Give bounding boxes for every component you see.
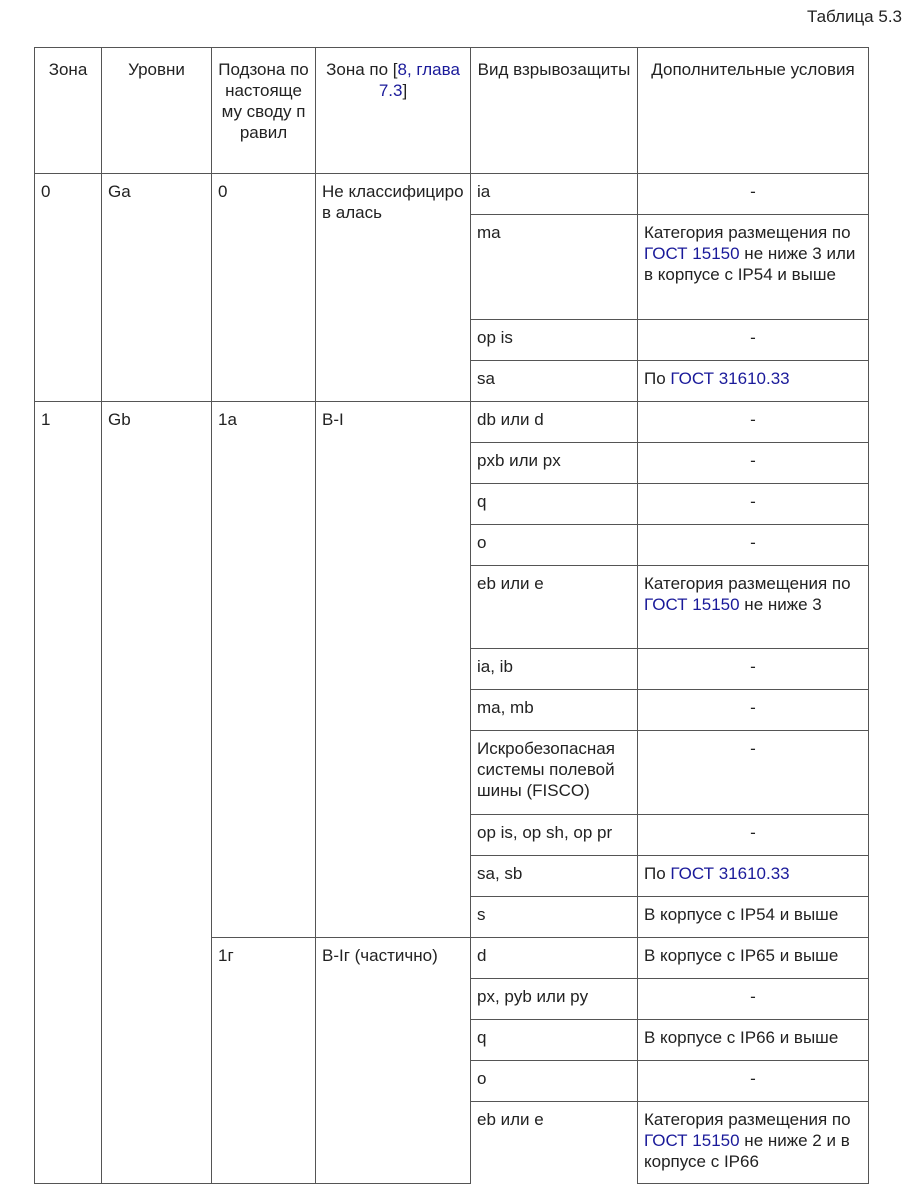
cell-condition: В корпусе с IP54 и выше bbox=[638, 897, 869, 938]
condition-text: не ниже 3 или в корпусе с IP54 и выше bbox=[644, 244, 856, 284]
gost-link[interactable]: ГОСТ 31610.33 bbox=[670, 369, 790, 388]
cell-protection-type: op is bbox=[471, 320, 638, 361]
reference-link[interactable]: 8, глава 7.3 bbox=[378, 60, 460, 100]
header-levels: Уровни bbox=[102, 48, 212, 174]
cell-protection-type: eb или e bbox=[471, 1102, 638, 1184]
condition-text: не ниже 2 и в корпусе с IP66 bbox=[644, 1131, 850, 1171]
cell-condition bbox=[638, 856, 869, 897]
cell-condition bbox=[638, 361, 869, 402]
cell-protection-type: px, pyb или py bbox=[471, 979, 638, 1020]
cell-protection-type: sa, sb bbox=[471, 856, 638, 897]
condition-text: Категория размещения по bbox=[644, 1110, 851, 1129]
header-subzone: Подзона по настояще му своду правил bbox=[212, 48, 316, 174]
cell-zone: 0 bbox=[35, 174, 102, 402]
cell-protection-type: s bbox=[471, 897, 638, 938]
cell-protection-type: d bbox=[471, 938, 638, 979]
cell-zone: 1 bbox=[35, 402, 102, 1184]
cell-subzone: 1а bbox=[212, 402, 316, 938]
cell-condition bbox=[638, 566, 869, 649]
cell-condition: - bbox=[638, 1061, 869, 1102]
cell-condition: - bbox=[638, 174, 869, 215]
gost-link[interactable]: ГОСТ 31610.33 bbox=[670, 864, 790, 883]
cell-level: Gb bbox=[102, 402, 212, 1184]
gost-link[interactable]: ГОСТ 15150 bbox=[644, 1131, 740, 1150]
cell-protection-type: q bbox=[471, 484, 638, 525]
cell-protection-type: sa bbox=[471, 361, 638, 402]
condition-text: По bbox=[644, 864, 671, 883]
cell-zone-by: Не классифициров алась bbox=[316, 174, 471, 402]
table-row bbox=[35, 402, 869, 443]
gost-link[interactable]: ГОСТ 15150 bbox=[644, 244, 740, 263]
condition-text: Категория размещения по bbox=[644, 574, 851, 593]
cell-condition: - bbox=[638, 979, 869, 1020]
cell-condition: - bbox=[638, 731, 869, 815]
condition-text: Категория размещения по bbox=[644, 223, 851, 242]
table-row bbox=[35, 174, 869, 215]
condition-text: По bbox=[644, 369, 671, 388]
cell-protection-type: eb или e bbox=[471, 566, 638, 649]
cell-condition bbox=[638, 1102, 869, 1184]
cell-zone-by: В-I bbox=[316, 402, 471, 938]
cell-protection-type: ma bbox=[471, 215, 638, 320]
header-zone-ref-suffix: ] bbox=[402, 81, 408, 100]
cell-protection-type: o bbox=[471, 525, 638, 566]
explosion-protection-table bbox=[34, 47, 869, 1184]
cell-protection-type: pxb или px bbox=[471, 443, 638, 484]
header-zone: Зона bbox=[35, 48, 102, 174]
cell-zone-by: В-Iг (частично) bbox=[316, 938, 471, 1184]
cell-condition: - bbox=[638, 649, 869, 690]
cell-condition: - bbox=[638, 320, 869, 361]
cell-protection-type: db или d bbox=[471, 402, 638, 443]
header-zone-ref-prefix: Зона по [ bbox=[326, 60, 398, 79]
cell-protection-type: ma, mb bbox=[471, 690, 638, 731]
cell-protection-type: op is, op sh, op pr bbox=[471, 815, 638, 856]
cell-protection-type: Искробезопасная системы полевой шины (FISCO) bbox=[471, 731, 638, 815]
cell-level: Ga bbox=[102, 174, 212, 402]
cell-condition: В корпусе с IP65 и выше bbox=[638, 938, 869, 979]
cell-condition: - bbox=[638, 525, 869, 566]
cell-protection-type: o bbox=[471, 1061, 638, 1102]
header-conditions: Дополнительные условия bbox=[638, 48, 869, 174]
cell-condition: - bbox=[638, 443, 869, 484]
cell-condition: - bbox=[638, 815, 869, 856]
header-protection: Вид взрывозащиты bbox=[471, 48, 638, 174]
gost-link[interactable]: ГОСТ 15150 bbox=[644, 595, 740, 614]
cell-condition: - bbox=[638, 690, 869, 731]
cell-protection-type: ia bbox=[471, 174, 638, 215]
header-row bbox=[35, 48, 869, 174]
cell-condition: - bbox=[638, 484, 869, 525]
condition-text: не ниже 3 bbox=[739, 595, 822, 614]
cell-subzone: 0 bbox=[212, 174, 316, 402]
cell-condition: В корпусе с IP66 и выше bbox=[638, 1020, 869, 1061]
cell-condition: - bbox=[638, 402, 869, 443]
header-zone-ref bbox=[316, 48, 471, 174]
cell-condition bbox=[638, 215, 869, 320]
table-caption: Таблица 5.3 bbox=[806, 7, 902, 26]
cell-subzone: 1г bbox=[212, 938, 316, 1184]
cell-protection-type: ia, ib bbox=[471, 649, 638, 690]
cell-protection-type: q bbox=[471, 1020, 638, 1061]
